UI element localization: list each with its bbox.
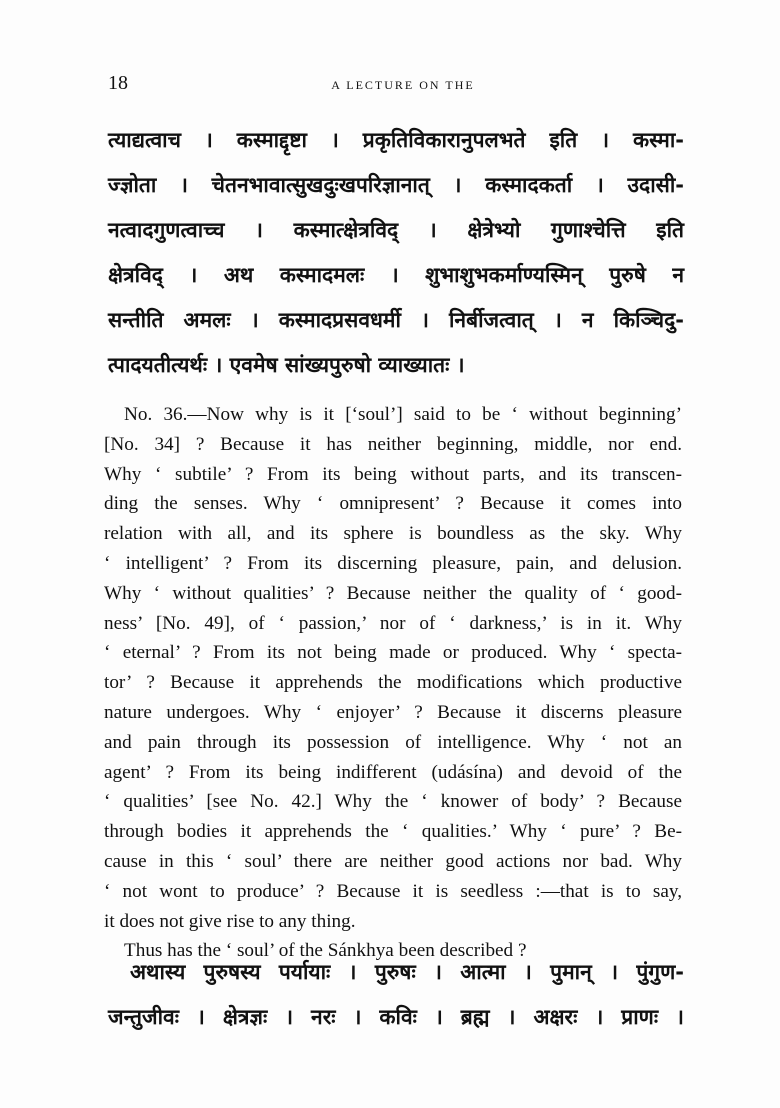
- paragraph-line: nature undergoes. Why ‘ enjoyer’ ? Because it discerns pleasure: [104, 701, 682, 723]
- paragraph-line: ‘ intelligent’ ? From its discerning pleasure, pain, and delusion.: [104, 552, 682, 574]
- paragraph-line: through bodies it apprehends the ‘ qualities.’ Why ‘ pure’ ? Be-: [104, 821, 682, 843]
- paragraph-line: [No. 34] ? Because it has neither beginning, middle, nor end.: [104, 433, 682, 455]
- page-number: 18: [108, 72, 128, 94]
- running-head: A LECTURE ON THE: [331, 78, 475, 92]
- paragraph-line: relation with all, and its sphere is boundless as the sky. Why: [104, 523, 682, 545]
- paragraph-line: ‘ not wont to produce’ ? Because it is seedless :—that is to say,: [104, 880, 682, 902]
- sanskrit-line: त्पादयतीत्यर्थः । एवमेष सांख्यपुरुषो व्याख्यातः ।: [108, 353, 465, 377]
- sanskrit-passage-top: [108, 118, 684, 388]
- sanskrit-passage-bottom: [108, 950, 684, 1040]
- paragraph-line: Why ‘ without qualities’ ? Because neither the quality of ‘ good-: [104, 582, 682, 604]
- paragraph-line: No. 36.—Now why is it [‘soul’] said to be ‘ without beginning’: [124, 404, 682, 425]
- paragraph-line: ding the senses. Why ‘ omnipresent’ ? Because it comes into: [104, 493, 682, 515]
- sanskrit-line: जन्तुजीवः । क्षेत्रज्ञः । नरः । कविः । ब्रह्म । अक्षरः । प्राणः ।: [108, 1005, 684, 1029]
- paragraph-line: Why ‘ subtile’ ? From its being without parts, and its transcen-: [104, 463, 682, 485]
- sanskrit-line: त्याद्यत्वाच । कस्माद्दृष्टा । प्रकृतिविकारानुपलभते इति । कस्मा-: [108, 128, 684, 152]
- sanskrit-line: नत्वादगुणत्वाच्च । कस्मात्क्षेत्रविद् । क्षेत्रेभ्यो गुणाश्चेत्ति इति: [108, 218, 684, 242]
- english-commentary: [104, 400, 682, 966]
- sanskrit-line: ज्ज्ञोता । चेतनभावात्सुखदुःखपरिज्ञानात् । कस्मादकर्ता । उदासी-: [108, 173, 684, 197]
- page-header: [108, 72, 678, 102]
- paragraph-line: agent’ ? From its being indifferent (udásína) and devoid of the: [104, 761, 682, 783]
- paragraph-line: Thus has the ‘ soul’ of the Sánkhya been described ?: [124, 940, 527, 962]
- paragraph-line: cause in this ‘ soul’ there are neither good actions nor bad. Why: [104, 850, 682, 872]
- paragraph-line: ‘ eternal’ ? From its not being made or produced. Why ‘ specta-: [104, 642, 682, 664]
- paragraph-line: it does not give rise to any thing.: [104, 910, 356, 932]
- sanskrit-line: क्षेत्रविद् । अथ कस्मादमलः । शुभाशुभकर्माण्यस्मिन् पुरुषे न: [108, 263, 684, 287]
- paragraph-line: tor’ ? Because it apprehends the modifications which productive: [104, 672, 682, 694]
- sanskrit-line: सन्तीति अमलः । कस्मादप्रसवधर्मी । निर्बीजत्वात् । न किञ्चिदु-: [108, 308, 684, 332]
- paragraph-line: ness’ [No. 49], of ‘ passion,’ nor of ‘ darkness,’ is in it. Why: [104, 612, 682, 634]
- paragraph-line: ‘ qualities’ [see No. 42.] Why the ‘ knower of body’ ? Because: [104, 791, 682, 813]
- paragraph-line: and pain through its possession of intelligence. Why ‘ not an: [104, 731, 682, 753]
- sanskrit-line: अथास्य पुरुषस्य पर्यायाः । पुरुषः । आत्मा । पुमान् । पुंगुण-: [130, 960, 684, 984]
